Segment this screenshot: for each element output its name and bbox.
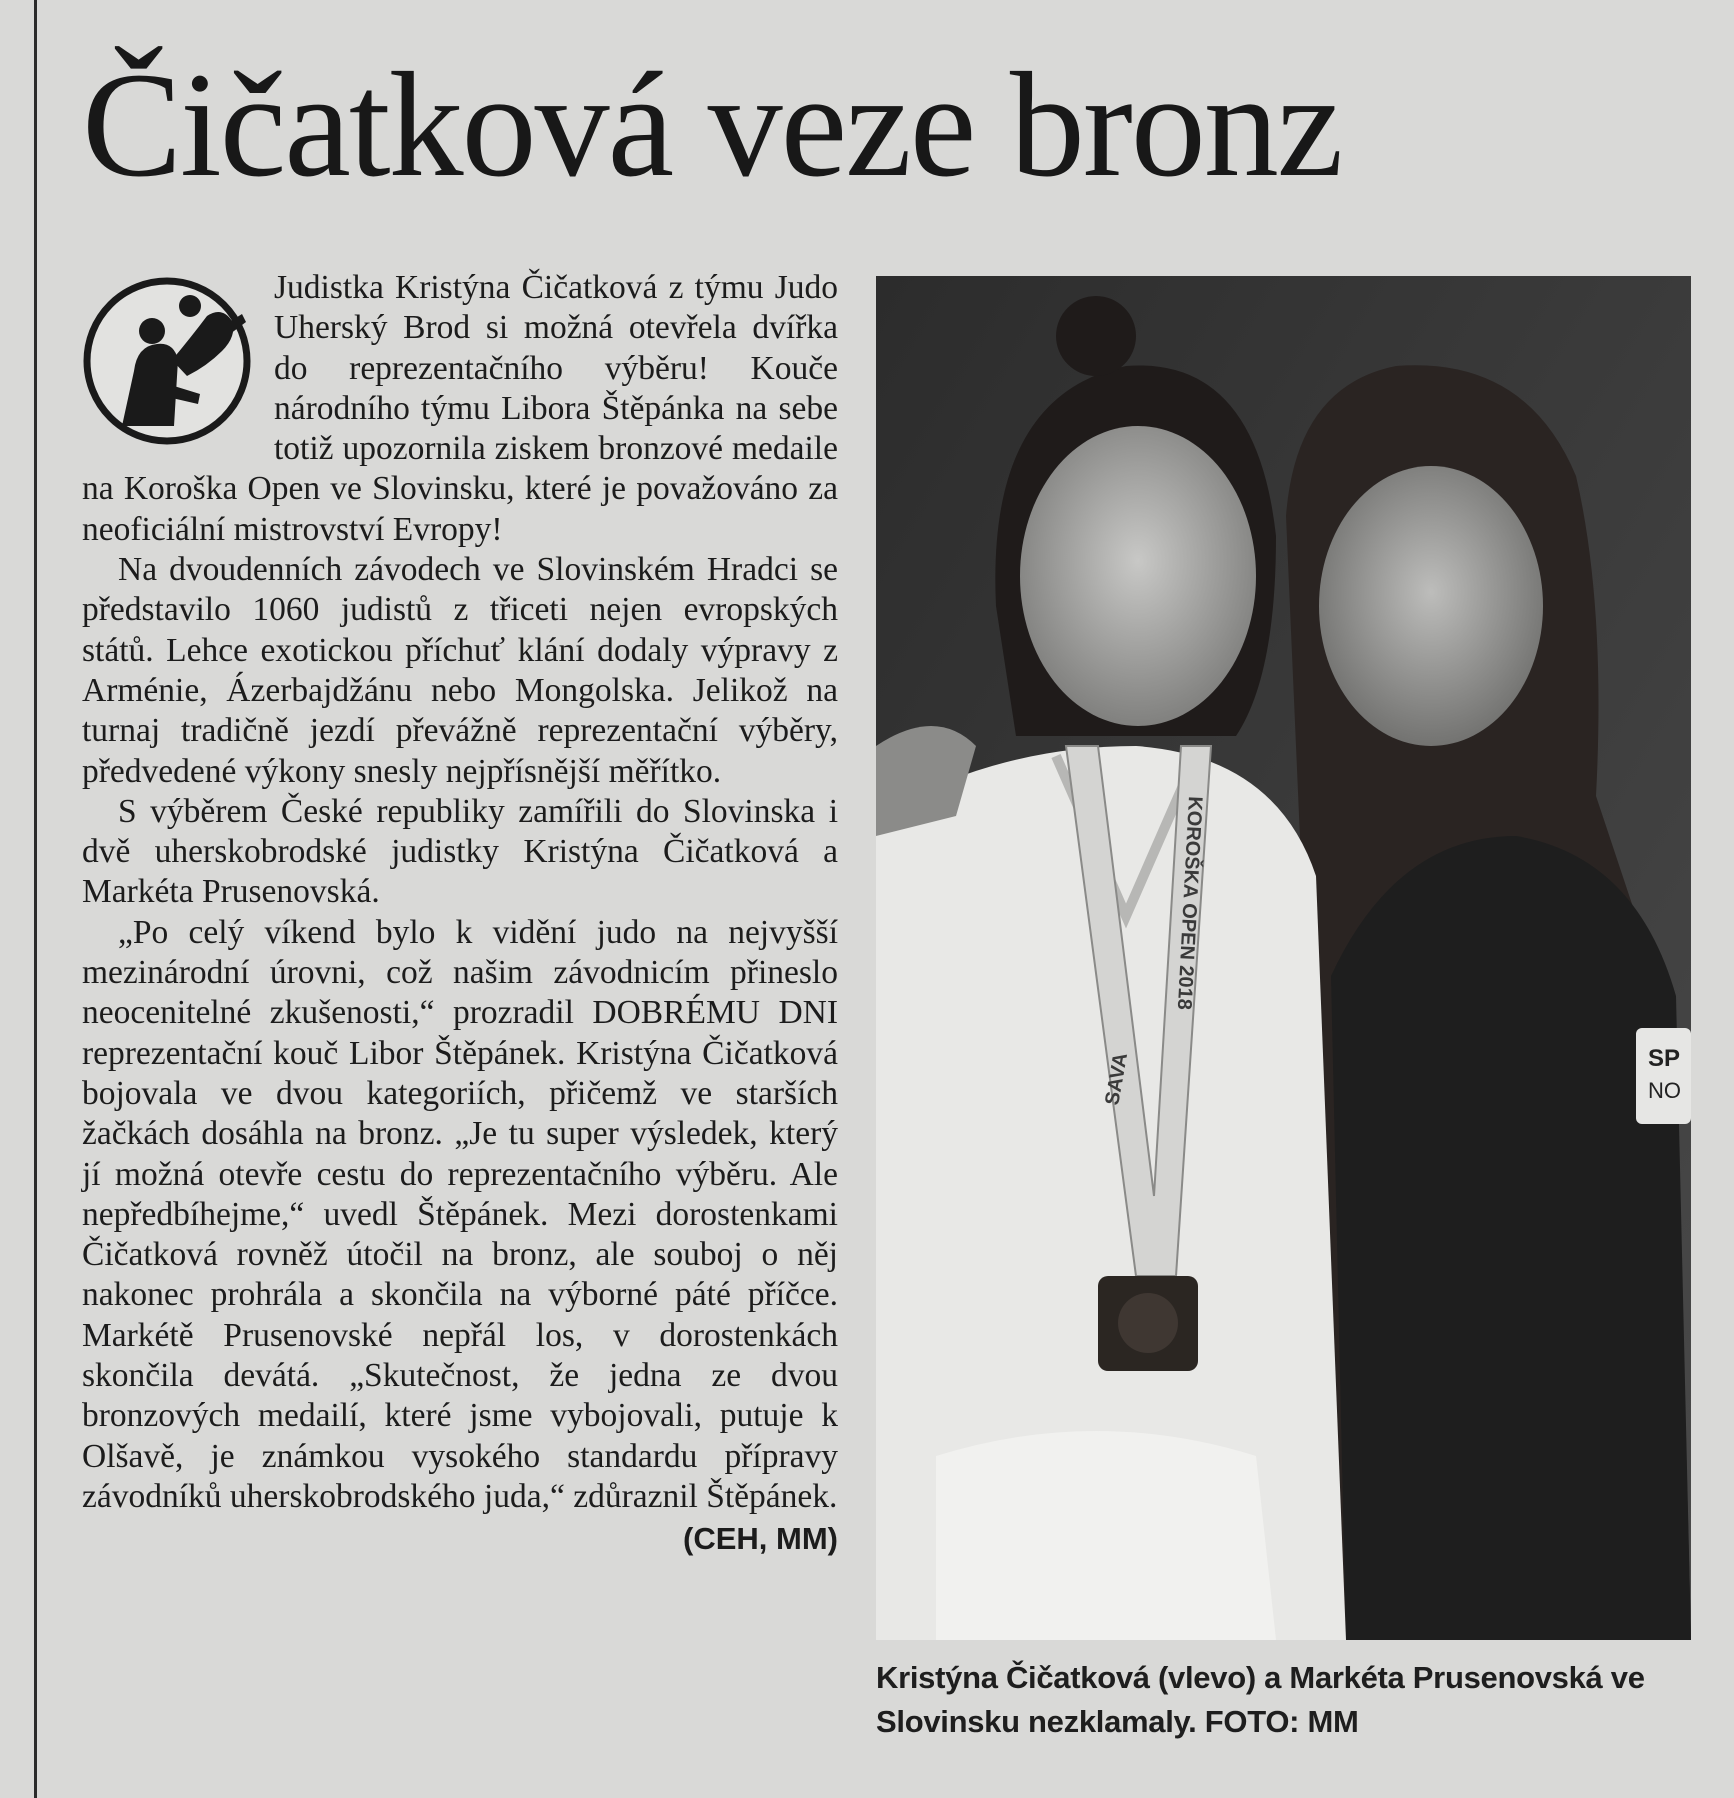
judo-throw-icon xyxy=(82,276,252,446)
column-rule xyxy=(34,0,37,1798)
photo-caption: Kristýna Čičatková (vlevo) a Markéta Prusenovská ve Slovinsku nezklamaly. FOTO: MM xyxy=(876,1660,1645,1739)
paragraph-1: Judistka Kristýna Čičatková z týmu Judo Uherský Brod si možná otevřela dvířka do reprezentačního výběru! Kouče národního týmu Libora Štěpánka na sebe totiž upozornila ziskem bronzové medaile na Koroška Open ve Slovinsku, které je považováno za neoficiální mistrovství Evropy! xyxy=(82,269,838,548)
photo-sponsor-text: SAVA xyxy=(1101,1051,1133,1107)
photo-patch-line-2: NO xyxy=(1648,1078,1681,1103)
article-photo xyxy=(876,276,1691,1640)
photo-person-right-face xyxy=(1319,466,1543,746)
paragraph-2: Na dvoudenních závodech ve Slovinském Hradci se představilo 1060 judistů z třiceti nejen evropských států. Lehce exotickou příchuť klání dodaly výpravy z Arménie, Ázerbajdžánu nebo Mongolska. Jelikož na turnaj tradičně jezdí převážně reprezentační výběry, předvedené výkony snesly nejpřísnější měřítko. xyxy=(82,551,838,790)
article-body xyxy=(82,268,838,1560)
photo-person-left-face xyxy=(1020,426,1256,726)
headline: Čičatková veze bronz xyxy=(82,42,1342,208)
photo-patch-line-1: SP xyxy=(1648,1045,1681,1072)
paragraph-3: S výběrem České republiky zamířili do Slovinska i dvě uherskobrodské judistky Kristýna Čičatková a Markéta Prusenovská. xyxy=(82,792,838,911)
photo-medal-ribbon-text: KOROŠKA OPEN 2018 xyxy=(1172,795,1206,1011)
paragraph-4 xyxy=(82,913,838,1557)
author-credit: (CEH, MM) xyxy=(683,1521,838,1557)
paragraph-4-text: „Po celý víkend bylo k vidění judo na nejvyšší mezinárodní úrovni, což našim závodnicím přineslo neocenitelné zkušenosti,“ prozradil DOBRÉMU DNI reprezentační kouč Libor Štěpánek. Kristýna Čičatková bojovala ve dvou kategoriích, přičemž ve starších žačkách dosáhla na bronz. „Je tu super výsledek, který jí možná otevře cestu do reprezentačního výběru. Ale nepředbíhejme,“ uvedl Štěpánek. Mezi dorostenkami Čičatková rovněž útočil na bronz, ale souboj o něj nakonec prohrála a skončila na výborné páté příčce. Markétě Prusenovské nepřál los, v dorostenkách skončila devátá. „Skutečnost, že jedna ze dvou bronzových medailí, které jsme vybojovali, putuje k Olšavě, je známkou vysokého standardu přípravy závodníků uherskobrodského juda,“ zdůraznil Štěpánek. xyxy=(82,913,838,1515)
